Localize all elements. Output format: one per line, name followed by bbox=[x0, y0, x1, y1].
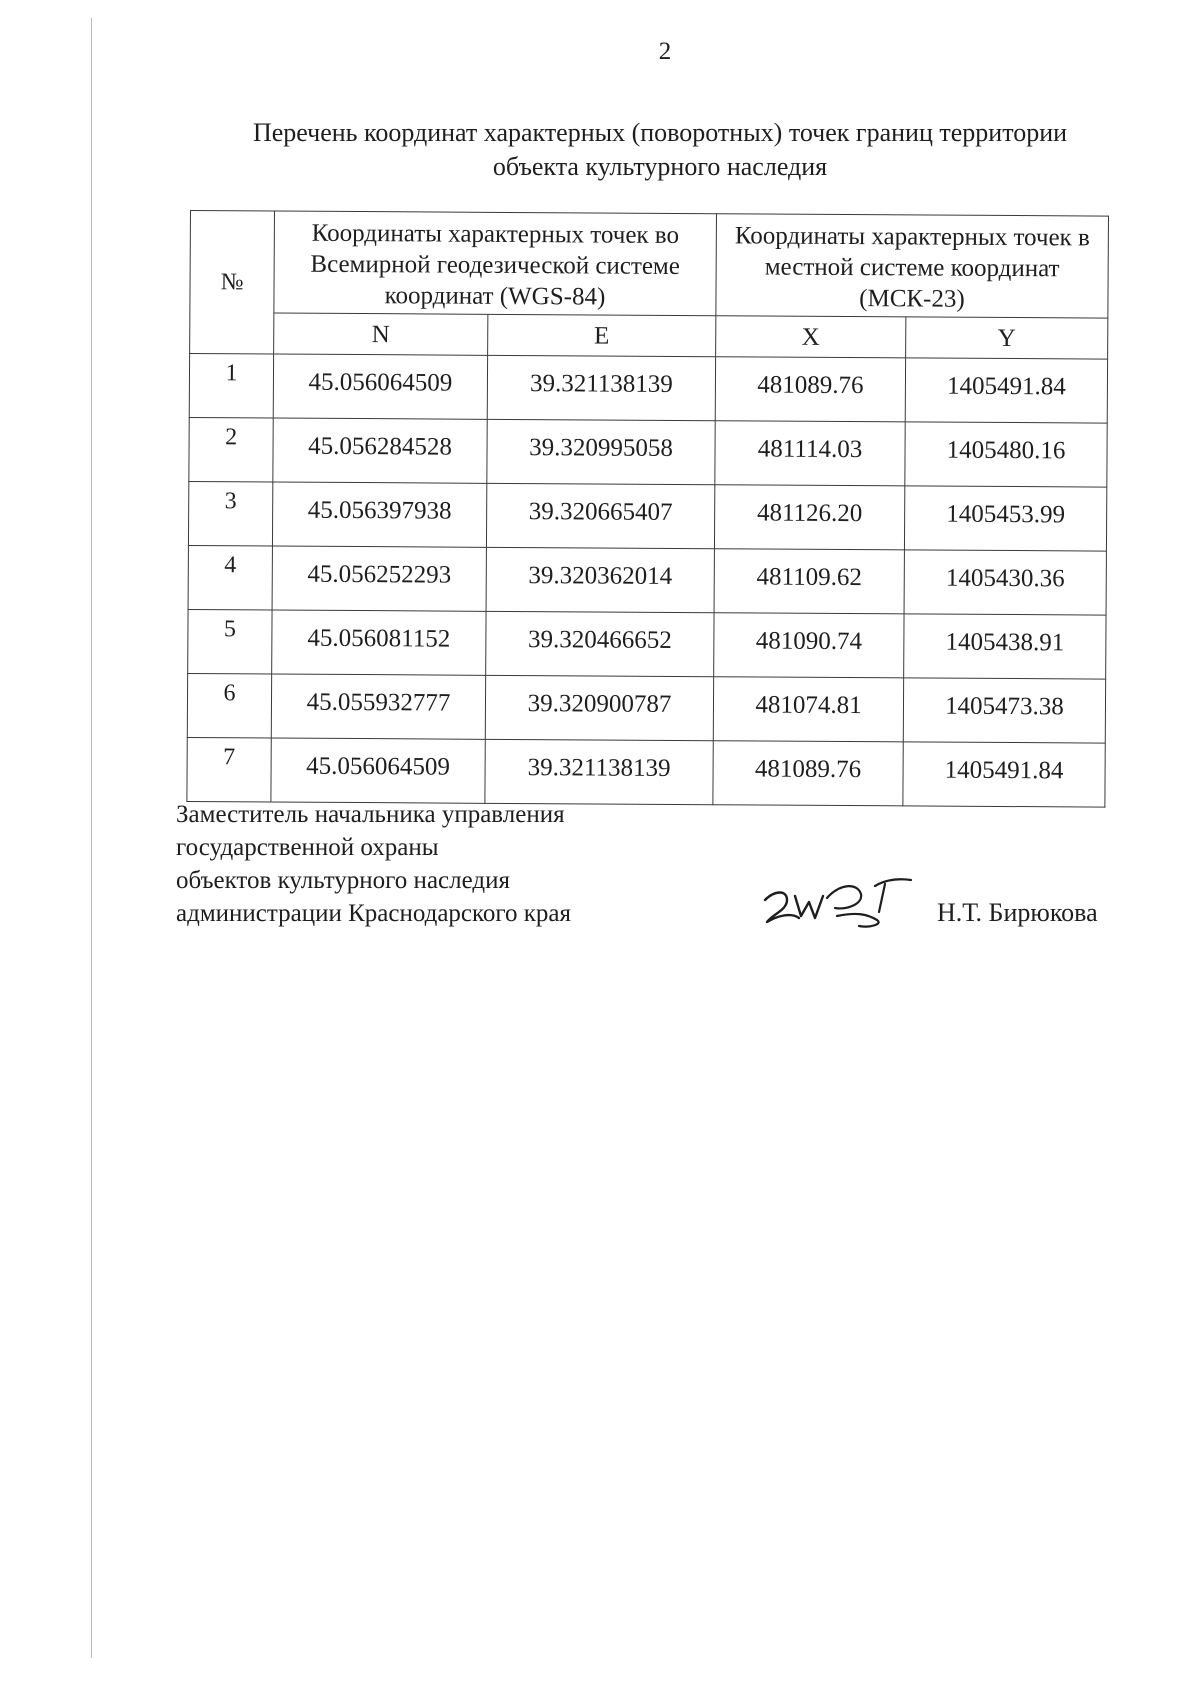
cell-n: 45.056284528 bbox=[273, 418, 487, 483]
cell-e: 39.321138139 bbox=[487, 355, 715, 420]
cell-number: 5 bbox=[188, 609, 272, 674]
cell-number: 2 bbox=[189, 417, 273, 482]
table-subheader-row bbox=[190, 313, 1108, 360]
cell-x: 481109.62 bbox=[714, 549, 904, 614]
table-row bbox=[189, 417, 1107, 487]
cell-y: 1405430.36 bbox=[904, 550, 1106, 615]
cell-n: 45.056064509 bbox=[273, 354, 487, 419]
signatory-position-line: администрации Краснодарского края bbox=[176, 900, 572, 927]
document-title-line-2: объекта культурного наследия bbox=[492, 152, 828, 181]
cell-y: 1405438.91 bbox=[904, 614, 1106, 679]
cell-e: 39.320665407 bbox=[486, 483, 714, 548]
cell-y: 1405491.84 bbox=[905, 358, 1107, 423]
cell-x: 481089.76 bbox=[713, 741, 903, 806]
cell-y: 1405491.84 bbox=[903, 742, 1105, 807]
header-number: № bbox=[190, 211, 275, 355]
cell-e: 39.320466652 bbox=[486, 611, 714, 676]
cell-e: 39.320995058 bbox=[487, 419, 715, 484]
table-row bbox=[189, 354, 1107, 424]
cell-n: 45.056081152 bbox=[272, 610, 486, 675]
cell-e: 39.321138139 bbox=[485, 739, 713, 804]
header-msk23: Координаты характерных точек в местной системе координат (МСК-23) bbox=[716, 214, 1109, 318]
cell-n: 45.055932777 bbox=[271, 674, 485, 739]
signatory-position-line: государственной охраны bbox=[176, 834, 439, 861]
signatory-position-line: объектов культурного наследия bbox=[176, 867, 510, 894]
signatory-name: Н.Т. Бирюкова bbox=[937, 898, 1098, 927]
coordinates-table bbox=[186, 210, 1109, 808]
table-row bbox=[187, 673, 1105, 743]
page-margin-line bbox=[91, 18, 92, 1658]
cell-n: 45.056252293 bbox=[272, 546, 486, 611]
cell-y: 1405480.16 bbox=[905, 422, 1107, 487]
cell-number: 4 bbox=[188, 545, 272, 610]
cell-y: 1405453.99 bbox=[904, 486, 1106, 551]
cell-n: 45.056064509 bbox=[271, 738, 485, 803]
cell-x: 481090.74 bbox=[714, 613, 904, 678]
table-row bbox=[188, 609, 1106, 679]
cell-x: 481126.20 bbox=[714, 485, 904, 550]
document-title bbox=[150, 116, 1170, 184]
cell-number: 3 bbox=[188, 481, 272, 546]
signatory-position bbox=[176, 798, 571, 930]
cell-x: 481114.03 bbox=[715, 421, 905, 486]
table-row bbox=[187, 737, 1105, 807]
cell-y: 1405473.38 bbox=[903, 678, 1105, 743]
signatory-position-line: Заместитель начальника управления bbox=[176, 801, 565, 828]
header-e: E bbox=[488, 314, 716, 356]
table-row bbox=[188, 545, 1106, 615]
header-y: Y bbox=[906, 317, 1108, 359]
document-title-line-1: Перечень координат характерных (поворотных) точек границ территории bbox=[252, 118, 1068, 147]
table-header-row bbox=[190, 211, 1109, 319]
cell-n: 45.056397938 bbox=[272, 482, 486, 547]
header-wgs84: Координаты характерных точек во Всемирной геодезической системе координат (WGS-84) bbox=[274, 211, 717, 316]
cell-e: 39.320900787 bbox=[485, 675, 713, 740]
header-n: N bbox=[274, 313, 488, 355]
cell-x: 481089.76 bbox=[715, 357, 905, 422]
page-number: 2 bbox=[658, 38, 672, 65]
handwritten-signature bbox=[757, 866, 917, 936]
cell-number: 7 bbox=[187, 737, 271, 802]
cell-number: 6 bbox=[187, 673, 271, 738]
cell-x: 481074.81 bbox=[713, 677, 903, 742]
cell-e: 39.320362014 bbox=[486, 547, 714, 612]
cell-number: 1 bbox=[189, 354, 273, 419]
header-x: X bbox=[716, 316, 906, 358]
table-row bbox=[188, 481, 1106, 551]
